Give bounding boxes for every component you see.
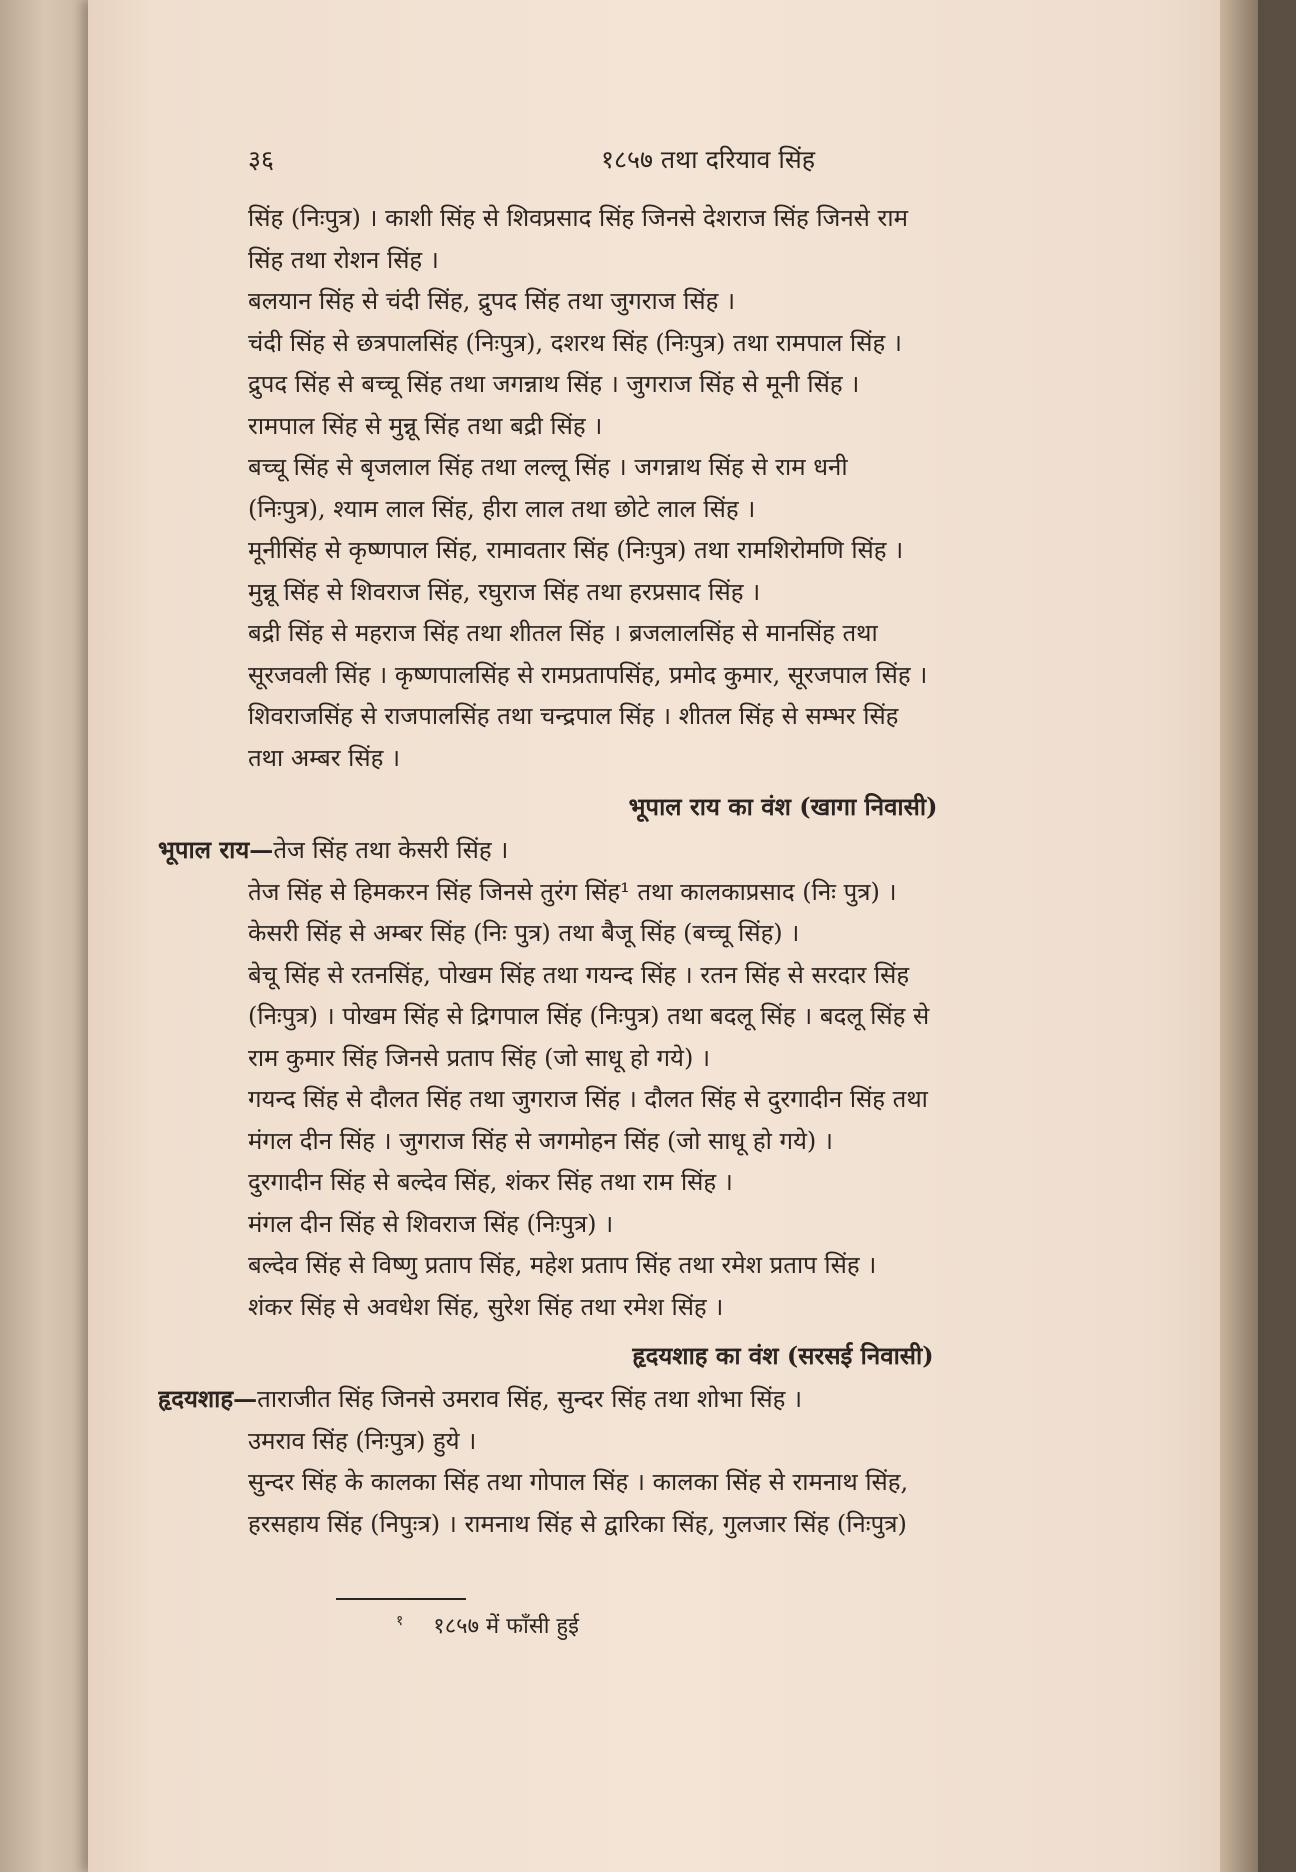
text-line: केसरी सिंह से अम्बर सिंह (निः पुत्र) तथा बैजू सिंह (बच्चू सिंह) । xyxy=(248,919,800,947)
section-lead-name: भूपाल राय— xyxy=(158,835,274,864)
text-line: शंकर सिंह से अवधेश सिंह, सुरेश सिंह तथा रमेश सिंह । xyxy=(248,1292,724,1321)
text-line: मुन्नू सिंह से शिवराज सिंह, रघुराज सिंह तथा हरप्रसाद सिंह । xyxy=(248,577,761,606)
footnote-rule xyxy=(336,1598,466,1600)
text-line: तेज सिंह से हिमकरन सिंह जिनसे तुरंग सिंह¹ तथा कालकाप्रसाद (निः पुत्र) । xyxy=(248,877,897,906)
text-line: गयन्द सिंह से दौलत सिंह तथा जुगराज सिंह । दौलत सिंह से दुरगादीन सिंह तथा xyxy=(248,1085,928,1113)
text-line: सूरजवली सिंह । कृष्णपालसिंह से रामप्रतापसिंह, प्रमोद कुमार, सूरजपाल सिंह । xyxy=(248,660,928,689)
text-line: दुरगादीन सिंह से बल्देव सिंह, शंकर सिंह तथा राम सिंह । xyxy=(248,1168,733,1196)
text-line: मंगल दीन सिंह से शिवराज सिंह (निःपुत्र) । xyxy=(248,1209,614,1238)
text-line: शिवराजसिंह से राजपालसिंह तथा चन्द्रपाल सिंह । शीतल सिंह से सम्भर सिंह xyxy=(248,702,899,730)
footnote xyxy=(396,1610,579,1640)
book-page xyxy=(88,0,1258,1872)
text-line: चंदी सिंह से छत्रपालसिंह (निःपुत्र), दशरथ सिंह (निःपुत्र) तथा रामपाल सिंह । xyxy=(248,328,902,357)
section-heading-hridayshah: हृदयशाह का वंश (सरसई निवासी) xyxy=(632,1341,934,1370)
text-line: मूनीसिंह से कृष्णपाल सिंह, रामावतार सिंह (निःपुत्र) तथा रामशिरोमणि सिंह । xyxy=(248,536,904,564)
text-line: सिंह (निःपुत्र) । काशी सिंह से शिवप्रसाद सिंह जिनसे देशराज सिंह जिनसे राम xyxy=(248,204,908,232)
text-line: राम कुमार सिंह जिनसे प्रताप सिंह (जो साधू हो गये) । xyxy=(248,1043,711,1072)
text-line: तथा अम्बर सिंह । xyxy=(248,743,401,772)
text-line: बच्चू सिंह से बृजलाल सिंह तथा लल्लू सिंह । जगन्नाथ सिंह से राम धनी xyxy=(248,453,848,481)
running-title: १८५७ तथा दरियाव सिंह xyxy=(600,145,816,174)
text-line: बद्री सिंह से महराज सिंह तथा शीतल सिंह । ब्रजलालसिंह से मानसिंह तथा xyxy=(248,619,878,647)
page-header xyxy=(88,142,1258,182)
footnote-marker: १ xyxy=(396,1612,404,1629)
text-line: सिंह तथा रोशन सिंह । xyxy=(248,245,439,274)
section-lead-name: हृदयशाह— xyxy=(158,1384,258,1413)
section-heading-bhupal-rai: भूपाल राय का वंश (खागा निवासी) xyxy=(628,792,938,821)
text-line: द्रुपद सिंह से बच्चू सिंह तथा जगन्नाथ सिंह । जुगराज सिंह से मूनी सिंह । xyxy=(248,370,860,398)
text-line: बल्देव सिंह से विष्णु प्रताप सिंह, महेश प्रताप सिंह तथा रमेश प्रताप सिंह । xyxy=(248,1251,877,1279)
section-lead-text: ताराजीत सिंह जिनसे उमराव सिंह, सुन्दर सिंह तथा शोभा सिंह । xyxy=(257,1385,803,1413)
text-line: मंगल दीन सिंह । जुगराज सिंह से जगमोहन सिंह (जो साधू हो गये) । xyxy=(248,1126,834,1155)
text-line: बलयान सिंह से चंदी सिंह, द्रुपद सिंह तथा जुगराज सिंह । xyxy=(248,287,736,315)
footnote-text: १८५७ में फाँसी हुई xyxy=(433,1614,579,1639)
text-line: उमराव सिंह (निःपुत्र) हुये । xyxy=(248,1426,477,1455)
text-line: (निःपुत्र) । पोखम सिंह से द्रिगपाल सिंह (निःपुत्र) तथा बदलू सिंह । बदलू सिंह से xyxy=(248,1002,930,1030)
section-lead-text: तेज सिंह तथा केसरी सिंह । xyxy=(273,836,509,864)
text-line: हरसहाय सिंह (निपुःत्र) । रामनाथ सिंह से द्वारिका सिंह, गुलजार सिंह (निःपुत्र) xyxy=(248,1509,907,1538)
text-line: बेचू सिंह से रतनसिंह, पोखम सिंह तथा गयन्द सिंह । रतन सिंह से सरदार सिंह xyxy=(248,960,910,989)
text-line: रामपाल सिंह से मुन्नू सिंह तथा बद्री सिंह । xyxy=(248,411,603,440)
text-line: (निःपुत्र), श्याम लाल सिंह, हीरा लाल तथा छोटे लाल सिंह । xyxy=(248,494,756,523)
page-number: ३६ xyxy=(248,145,275,174)
text-line: सुन्दर सिंह के कालका सिंह तथा गोपाल सिंह । कालका सिंह से रामनाथ सिंह, xyxy=(248,1468,909,1496)
section-lead-line xyxy=(158,829,1258,872)
section-lead-line xyxy=(158,1378,1258,1421)
page-body xyxy=(158,198,1258,1545)
